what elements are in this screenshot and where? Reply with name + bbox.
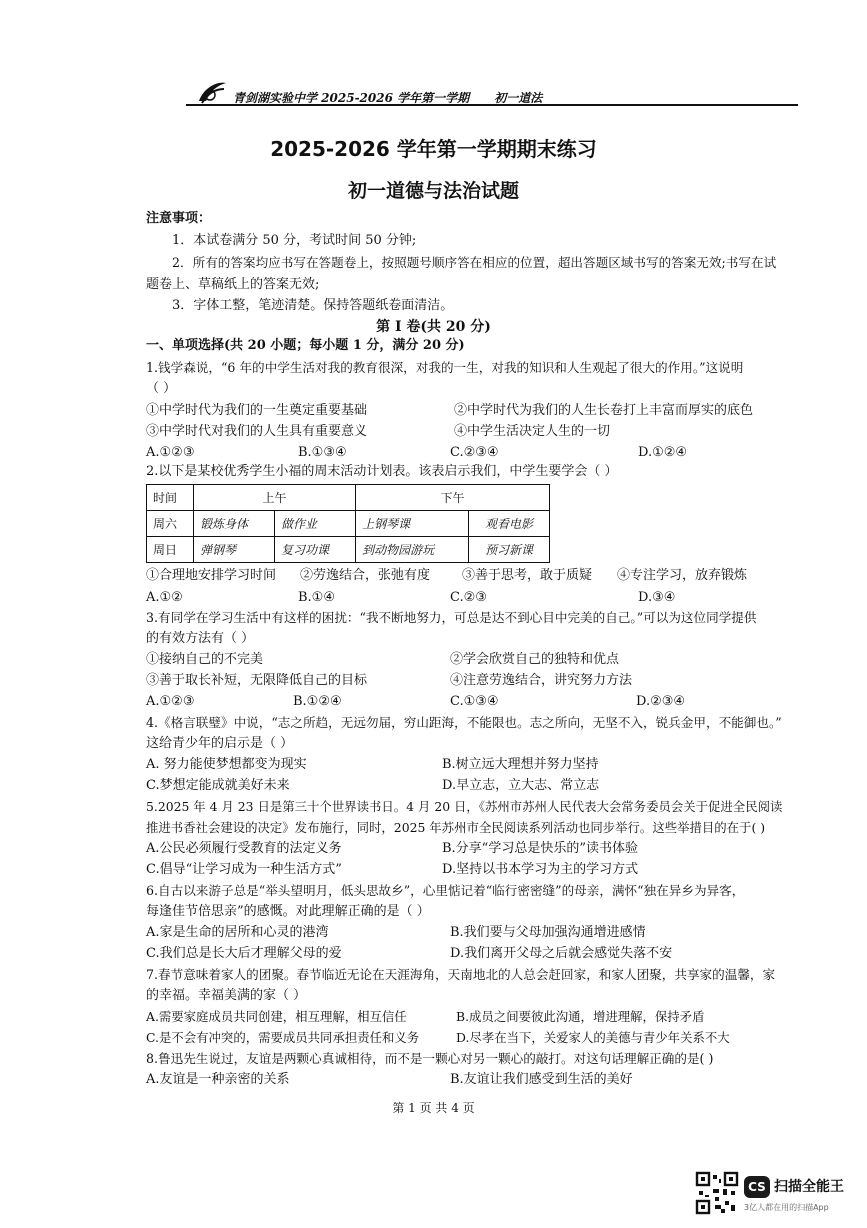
q1-stem: 1.钱学森说，“6 年的中学生活对我的教育很深，对我的一生，对我的知识和人生观起了很大的作用。”这说明 xyxy=(146,360,744,375)
table-row xyxy=(147,537,550,563)
table-cell: 到动物园游玩 xyxy=(356,537,469,563)
q4-choice-c: C.梦想定能成就美好未来 xyxy=(146,778,290,793)
q1-option-3: ③中学时代对我们的人生具有重要意义 xyxy=(146,424,368,439)
q7-choice-c: C.是不会有冲突的，需要成员共同承担责任和义务 xyxy=(146,1030,420,1045)
q6-choice-d: D.我们离开父母之后就会感觉失落不安 xyxy=(450,946,673,961)
q3-choice-b: B.①②④ xyxy=(293,694,342,709)
q5-stem: 5.2025 年 4 月 23 日是第三十个世界读书日。4 月 20 日，《苏州市苏州人民代表大会常务委员会关于促进全民阅读 xyxy=(146,799,783,814)
q1-stem-bracket: （ ） xyxy=(146,381,177,396)
q3-choice-c: C.①③④ xyxy=(450,694,499,709)
q4-stem: 4.《格言联璧》中说，“志之所趋，无远勿届，穷山距海，不能限也。志之所向，无坚不入，锐兵金甲，不能御也。” xyxy=(146,715,782,730)
q3-choice-a: A.①②③ xyxy=(146,694,195,709)
notice-item-3: 3．字体工整，笔迹清楚。保持答题纸卷面清洁。 xyxy=(172,298,454,313)
q5-stem-cont: 推进书香社会建设的决定》发布施行，同时，2025 年苏州市全民阅读系列活动也同步举行。这些举措目的在于( ) xyxy=(146,820,766,835)
q2-choice-d: D.③④ xyxy=(638,590,676,605)
notice-heading: 注意事项： xyxy=(146,211,212,226)
part-title: 第 I 卷(共 20 分) xyxy=(376,319,491,335)
table-cell: 周日 xyxy=(147,537,194,563)
header-rule xyxy=(186,104,798,106)
q3-option-1: ①接纳自己的不完美 xyxy=(146,652,264,667)
table-row xyxy=(147,511,550,537)
q8-choice-b: B.友谊让我们感受到生活的美好 xyxy=(450,1072,633,1087)
q2-choice-c: C.②③ xyxy=(450,590,487,605)
q2-choice-b: B.①④ xyxy=(298,590,335,605)
table-header-cell: 上午 xyxy=(194,485,356,511)
header-subject: 初一道法 xyxy=(494,91,543,105)
table-cell: 锻炼身体 xyxy=(194,511,275,537)
q5-choice-c: C.倡导“让学习成为一种生活方式” xyxy=(146,862,342,877)
q3-stem-cont: 的有效方法有（ ） xyxy=(146,631,255,646)
q1-option-4: ④中学生活决定人生的一切 xyxy=(454,424,611,439)
q6-choice-b: B.我们要与父母加强沟通增进感情 xyxy=(450,925,646,940)
q2-option-1: ①合理地安排学习时间 xyxy=(146,568,277,583)
exam-title: 2025-2026 学年第一学期期末练习 xyxy=(270,137,597,161)
q8-stem: 8.鲁迅先生说过，友谊是两颗心真诚相待，而不是一颗心对另一颗心的敲打。对这句话理解正确的是( ) xyxy=(146,1051,714,1066)
q2-option-3: ③善于思考，敢于质疑 xyxy=(462,568,593,583)
q7-stem: 7.春节意味着家人的团聚。春节临近无论在天涯海角，天南地北的人总会赶回家，和家人团聚，共享家的温馨，家 xyxy=(146,967,776,982)
q2-choice-a: A.①② xyxy=(146,590,183,605)
scanner-tagline: 3亿人都在用的扫描App xyxy=(744,1203,829,1212)
q4-choice-d: D.早立志，立大志、常立志 xyxy=(442,778,600,793)
notice-item-2b: 题卷上、草稿纸上的答案无效; xyxy=(146,277,320,292)
q7-choice-b: B.成员之间要彼此沟通，增进理解，保持矛盾 xyxy=(456,1009,705,1024)
table-cell: 周六 xyxy=(147,511,194,537)
school-logo-icon xyxy=(196,79,228,107)
q1-choice-d: D.①②④ xyxy=(638,445,688,460)
q5-choice-b: B.分享“学习总是快乐的”读书体验 xyxy=(442,841,638,856)
exam-subtitle: 初一道德与法治试题 xyxy=(347,180,519,202)
q1-option-1: ①中学时代为我们的一生奠定重要基础 xyxy=(146,403,368,418)
q3-option-3: ③善于取长补短，无限降低自己的目标 xyxy=(146,673,368,688)
table-cell: 弹钢琴 xyxy=(194,537,275,563)
table-cell: 观看电影 xyxy=(468,511,549,537)
q8-choice-a: A.友谊是一种亲密的关系 xyxy=(146,1072,290,1087)
q6-stem-cont: 每逢佳节倍思亲”的感慨。对此理解正确的是（ ） xyxy=(146,904,430,919)
qr-code-icon xyxy=(695,1171,739,1215)
q3-choice-d: D.②③④ xyxy=(636,694,686,709)
table-cell: 做作业 xyxy=(275,511,356,537)
q6-choice-a: A.家是生命的居所和心灵的港湾 xyxy=(146,925,329,940)
q1-choice-c: C.②③④ xyxy=(450,445,499,460)
q4-stem-cont: 这给青少年的启示是（ ） xyxy=(146,736,294,751)
q4-choice-a: A. 努力能使梦想都变为现实 xyxy=(146,757,307,772)
table-cell: 上钢琴课 xyxy=(356,511,469,537)
table-header-cell: 时间 xyxy=(147,485,194,511)
q7-choice-d: D.尽孝在当下，关爱家人的美德与青少年关系不大 xyxy=(456,1030,730,1045)
q1-option-2: ②中学时代为我们的人生长卷打上丰富而厚实的底色 xyxy=(454,403,754,418)
q6-choice-c: C.我们总是长大后才理解父母的爱 xyxy=(146,946,342,961)
camscanner-logo-icon: CS xyxy=(744,1176,770,1198)
notice-item-1: 1．本试卷满分 50 分，考试时间 50 分钟; xyxy=(172,233,417,248)
table-cell: 预习新课 xyxy=(468,537,549,563)
weekend-plan-table xyxy=(146,484,550,563)
table-header-row xyxy=(147,485,550,511)
header-school-term: 青剑湖实验中学 2025-2026 学年第一学期 初一道法 xyxy=(233,91,543,105)
q7-stem-cont: 的幸福。幸福美满的家（ ） xyxy=(146,988,307,1003)
q3-stem: 3.有同学在学习生活中有这样的困扰：“我不断地努力，可总是达不到心目中完美的自己。”可以为这位同学提供 xyxy=(146,610,757,625)
q5-choice-d: D.坚持以书本学习为主的学习方式 xyxy=(442,862,639,877)
section-title: 一、单项选择(共 20 小题；每小题 1 分，满分 20 分) xyxy=(146,338,465,353)
q5-choice-a: A.公民必须履行受教育的法定义务 xyxy=(146,841,342,856)
q3-option-2: ②学会欣赏自己的独特和优点 xyxy=(450,652,620,667)
q2-option-4: ④专注学习，放弃锻炼 xyxy=(617,568,748,583)
q2-stem: 2.以下是某校优秀学生小福的周末活动计划表。该表启示我们，中学生要学会（ ） xyxy=(146,464,618,479)
page-footer: 第 1 页 共 4 页 xyxy=(392,1101,475,1115)
table-cell: 复习功课 xyxy=(275,537,356,563)
table-header-cell: 下午 xyxy=(356,485,550,511)
q6-stem: 6.自古以来游子总是“举头望明月，低头思故乡”，心里惦记着“临行密密缝”的母亲，满怀“独在异乡为异客， xyxy=(146,883,745,898)
scanner-app-name: 扫描全能王 xyxy=(774,1179,844,1195)
q1-choice-a: A.①②③ xyxy=(146,445,195,460)
q4-choice-b: B.树立远大理想并努力坚持 xyxy=(442,757,599,772)
q1-choice-b: B.①③④ xyxy=(298,445,347,460)
q7-choice-a: A.需要家庭成员共同创建，相互理解，相互信任 xyxy=(146,1009,407,1024)
q2-option-2: ②劳逸结合，张弛有度 xyxy=(300,568,431,583)
q3-option-4: ④注意劳逸结合，讲究努力方法 xyxy=(450,673,633,688)
notice-item-2a: 2．所有的答案均应书写在答题卷上，按照题号顺序答在相应的位置，超出答题区域书写的答案无效;书写在试 xyxy=(172,255,777,270)
